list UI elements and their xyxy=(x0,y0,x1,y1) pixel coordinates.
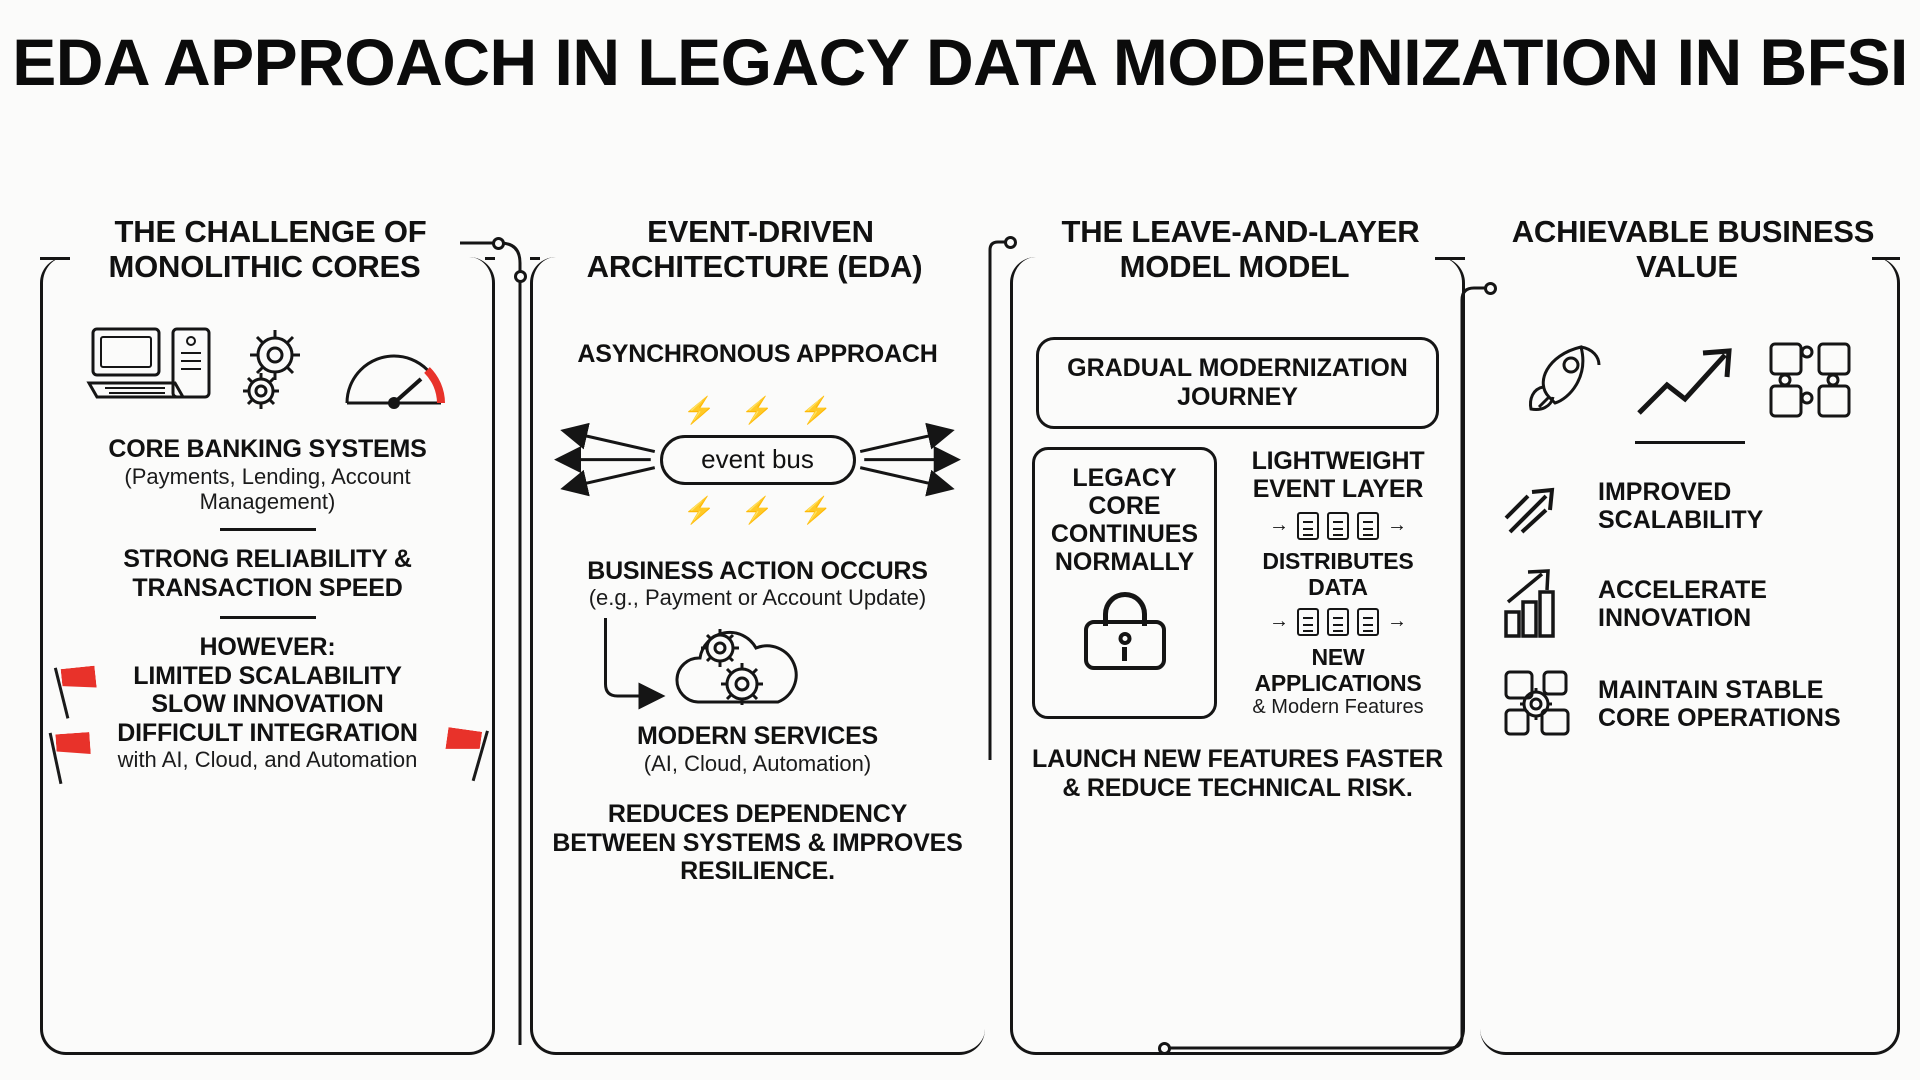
document-icon xyxy=(1327,512,1349,540)
column-business-value-heading: ACHIEVABLE BUSINESS VALUE xyxy=(1480,215,1900,284)
event-bus-pill[interactable]: event bus xyxy=(660,435,856,485)
bar-chart-arrow-icon xyxy=(1502,568,1578,640)
modern-services-title: MODERN SERVICES xyxy=(636,722,879,751)
reliability-title: STRONG RELIABILITY & TRANSACTION SPEED xyxy=(123,545,412,602)
speedometer-icon xyxy=(339,337,449,417)
cloud-step xyxy=(546,614,969,722)
legacy-core-box: LEGACY CORE CONTINUES NORMALLY xyxy=(1032,447,1217,720)
bolts-top: ⚡ ⚡ ⚡ xyxy=(682,394,833,425)
asynchronous-approach-label: ASYNCHRONOUS APPROACH xyxy=(577,340,938,368)
slow-innovation: SLOW INNOVATION xyxy=(151,690,384,719)
value-item-label: ACCELERATE INNOVATION xyxy=(1598,576,1767,632)
arrow-right-icon: → xyxy=(1269,514,1289,536)
column-challenge-heading: THE CHALLENGE OF MONOLITHIC CORES xyxy=(108,214,427,284)
divider-3 xyxy=(1635,441,1745,444)
growth-arrow-icon xyxy=(1633,341,1743,421)
lock-icon xyxy=(1082,592,1168,670)
new-applications-label: NEW APPLICATIONS xyxy=(1254,643,1422,697)
red-flag-icon xyxy=(46,727,106,787)
divider-1 xyxy=(220,528,316,531)
arrow-right-icon: → xyxy=(1269,610,1289,633)
document-icon xyxy=(1327,608,1349,636)
business-value-icon-row xyxy=(1496,335,1884,427)
document-icon xyxy=(1357,512,1379,540)
leave-and-layer-outcome: LAUNCH NEW FEATURES FASTER & REDUCE TECHNICAL RISK. xyxy=(1032,745,1443,802)
bolts-bottom: ⚡ ⚡ ⚡ xyxy=(682,494,833,525)
arrow-right-icon: → xyxy=(1387,610,1407,633)
red-flag-icon xyxy=(51,660,113,722)
value-item-innovation xyxy=(1502,568,1884,640)
event-bus-diagram xyxy=(546,375,969,547)
puzzle-pieces-icon xyxy=(1765,338,1861,424)
column-business-value xyxy=(1480,215,1900,1055)
value-item-label: IMPROVED SCALABILITY xyxy=(1598,478,1764,534)
rocket-icon xyxy=(1519,335,1611,427)
column-challenge xyxy=(40,215,495,1055)
new-applications-docs xyxy=(1233,608,1443,636)
column-leave-and-layer xyxy=(1010,215,1465,1055)
page-title: EDA APPROACH IN LEGACY DATA MODERNIZATION IN BFSI xyxy=(12,25,1908,99)
core-banking-title: CORE BANKING SYSTEMS xyxy=(108,435,427,463)
arrows-up-icon xyxy=(1502,470,1578,542)
value-item-stable-core xyxy=(1502,666,1884,742)
lightweight-event-layer-title: LIGHTWEIGHT EVENT LAYER xyxy=(1251,446,1425,503)
red-flag-icon xyxy=(428,721,491,784)
column-eda-heading: EVENT-DRIVEN ARCHITECTURE (EDA) xyxy=(530,215,985,284)
challenge-icon-row xyxy=(56,325,479,417)
modern-services-sub: (AI, Cloud, Automation) xyxy=(643,750,872,776)
computer-icon xyxy=(87,325,217,417)
core-banking-sub: (Payments, Lending, Account Management) xyxy=(124,463,411,514)
legacy-layer-row xyxy=(1032,447,1443,720)
eda-outcome: REDUCES DEPENDENCY BETWEEN SYSTEMS & IMPROVES RESILIENCE. xyxy=(552,800,963,886)
gears-icon xyxy=(235,325,321,417)
limited-scalability: LIMITED SCALABILITY xyxy=(133,661,402,690)
puzzle-gear-icon xyxy=(1502,666,1578,742)
document-icon xyxy=(1297,608,1319,636)
distributes-data-label: DISTRIBUTES DATA xyxy=(1262,547,1414,600)
difficult-integration: DIFFICULT INTEGRATION xyxy=(117,718,418,747)
document-icon xyxy=(1357,608,1379,636)
column-eda xyxy=(530,215,985,1055)
event-layer-stack xyxy=(1233,447,1443,720)
business-action-sub: (e.g., Payment or Account Update) xyxy=(588,585,927,610)
distributes-data-docs xyxy=(1233,512,1443,540)
document-icon xyxy=(1297,512,1319,540)
difficult-integration-sub: with AI, Cloud, and Automation xyxy=(117,747,418,773)
column-leave-and-layer-heading: THE LEAVE-AND-LAYER MODEL MODEL xyxy=(1010,215,1465,284)
however-label: HOWEVER: xyxy=(199,633,336,662)
connector-dot-2 xyxy=(514,270,527,283)
divider-2 xyxy=(220,616,316,619)
value-item-label: MAINTAIN STABLE CORE OPERATIONS xyxy=(1598,676,1841,732)
new-applications-sub: & Modern Features xyxy=(1252,696,1424,719)
business-action-title: BUSINESS ACTION OCCURS xyxy=(587,556,928,585)
gradual-modernization-box: GRADUAL MODERNIZATION JOURNEY xyxy=(1036,337,1439,429)
cloud-gears-icon xyxy=(664,618,824,718)
value-item-scalability xyxy=(1502,470,1884,542)
arrow-right-icon: → xyxy=(1387,514,1407,536)
